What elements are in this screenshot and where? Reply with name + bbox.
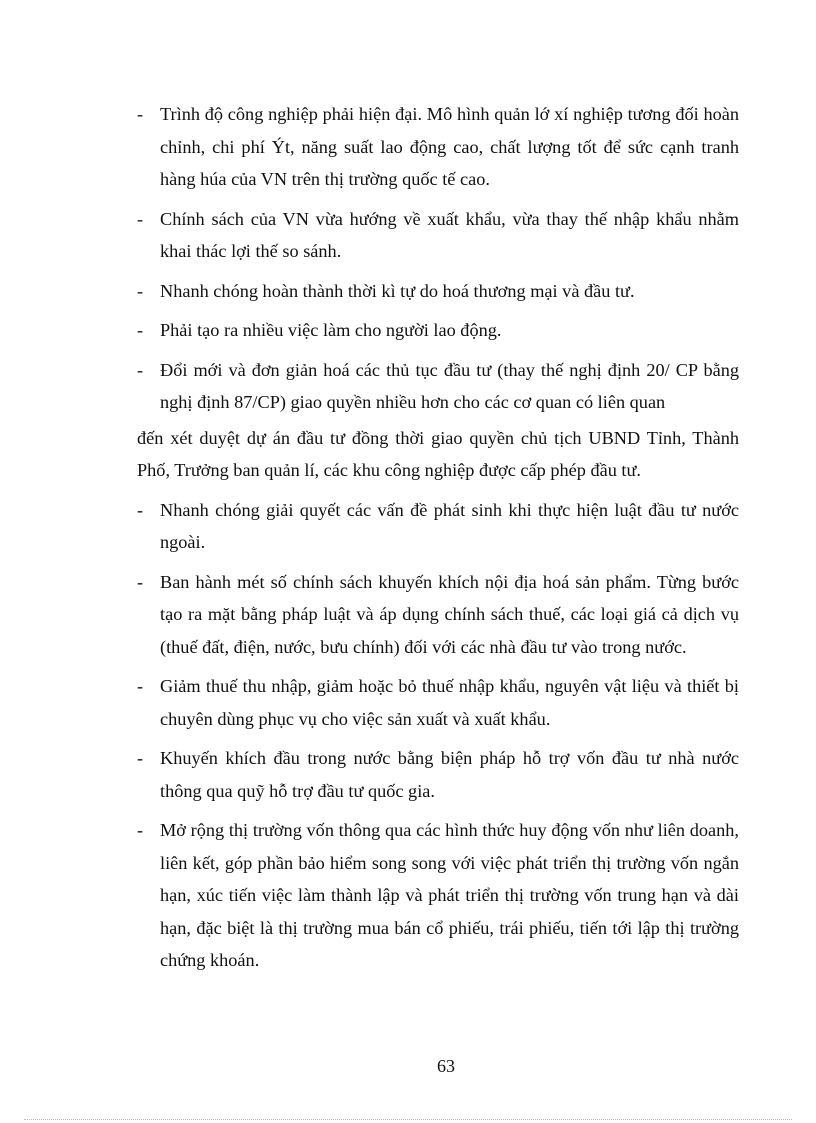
bullet-dash: - (137, 571, 144, 592)
bullet-dash: - (137, 320, 144, 340)
bullet-item-9 (137, 742, 739, 807)
bullet-dash: - (137, 676, 144, 696)
bullet-item-5 (137, 354, 739, 419)
bullet-dash: - (137, 499, 144, 520)
bullet-item-6 (137, 494, 739, 559)
bullet-dash: - (137, 359, 144, 380)
bullet-text: Chính sách của VN vừa hướng về xuất khẩu, vừa thay thế nhập khẩu nhằm khai thác lợi thế so sánh. (160, 208, 739, 261)
bullet-text: Trình độ công nghiệp phải hiện đại. Mô hình quản lớ xí nghiệp tương đối hoàn chỉnh, chi phí Ýt, năng suất lao động cao, chất lượng tốt để sức cạnh tranh hàng húa của VN trên thị trường quốc tế cao. (160, 104, 739, 189)
page-number: 63 (437, 1056, 455, 1076)
bullet-text: Giảm thuế thu nhập, giảm hoặc bỏ thuế nhập khẩu, nguyên vật liệu và thiết bị chuyên dùng phục vụ cho việc sản xuất và xuất khẩu. (160, 676, 739, 729)
bullet-item-1 (137, 98, 739, 196)
bullet-text: Ban hành mét số chính sách khuyến khích nội địa hoá sản phẩm. Từng bước tạo ra mặt bằng pháp luật và áp dụng chính sách thuế, các loại giá cả dịch vụ (thuế đất, điện, nước, bưu chính) đối với các nhà đầu tư vào trong nước. (160, 571, 739, 657)
bullet-item-4 (137, 314, 739, 347)
bullet-dash: - (137, 748, 144, 768)
bullet-text: Mở rộng thị trường vốn thông qua các hình thức huy động vốn như liên doanh, liên kết, góp phần bảo hiểm song song với việc phát triển thị trường vốn ngắn hạn, xúc tiến việc làm thành lập và phát triển thị trường vốn trung hạn và dài hạn, đặc biệt là thị trường mua bán cổ phiếu, trái phiếu, tiến tới lập thị trường chứng khoán. (160, 820, 739, 970)
bullet-dash: - (137, 208, 144, 229)
bullet-item-10 (137, 814, 739, 977)
bullet-text: Khuyến khích đầu trong nước bằng biện pháp hỗ trợ vốn đầu tư nhà nước thông qua quỹ hỗ trợ đầu tư quốc gia. (160, 748, 739, 801)
bullet-dash: - (137, 280, 144, 301)
bullet-text: Phải tạo ra nhiều việc làm cho người lao động. (160, 320, 502, 340)
continuation-paragraph: đến xét duyệt dự án đầu tư đồng thời giao quyền chủ tịch UBND Tỉnh, Thành Phố, Trưởng ban quản lí, các khu công nghiệp được cấp phép đầu tư. (137, 427, 739, 480)
bullet-dash: - (137, 104, 144, 124)
bullet-item-3 (137, 275, 739, 308)
bullet-text: Nhanh chóng giải quyết các vấn đề phát sinh khi thực hiện luật đầu tư nước ngoài. (160, 499, 739, 552)
page-body (137, 98, 739, 984)
bullet-item-2 (137, 203, 739, 268)
bullet-text: Nhanh chóng hoàn thành thời kì tự do hoá thương mại và đầu tư. (160, 280, 635, 301)
bullet-dash: - (137, 820, 144, 840)
footer-dotted-rule (24, 1119, 792, 1120)
bullet-text: Đổi mới và đơn giản hoá các thủ tục đầu tư (thay thế nghị định 20/ CP bằng nghị định 87/CP) giao quyền nhiều hơn cho các cơ quan có liên quan (160, 359, 739, 412)
bullet-item-7 (137, 566, 739, 664)
bullet-item-8 (137, 670, 739, 735)
